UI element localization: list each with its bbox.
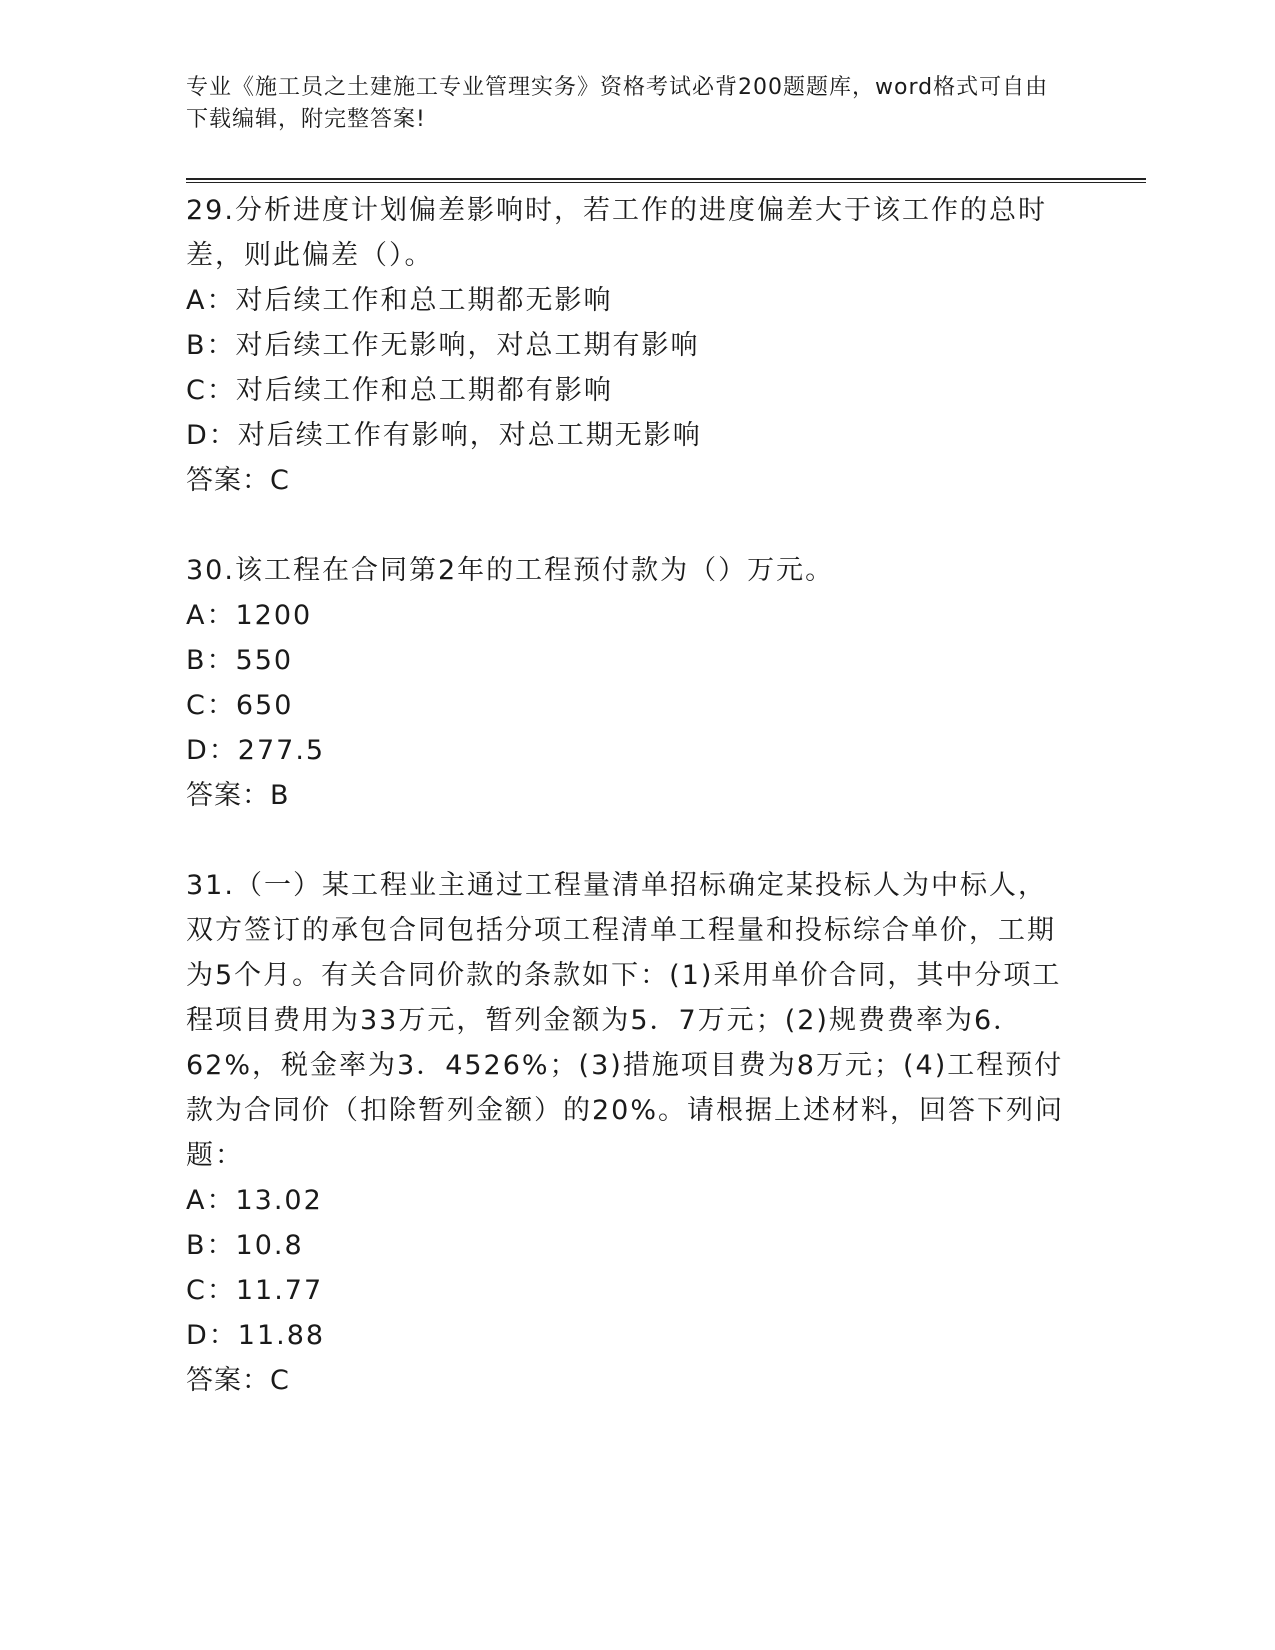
option-d: D：277.5: [186, 735, 326, 766]
question-29: [186, 188, 1066, 503]
option-a: A：对后续工作和总工期都无影响: [186, 285, 613, 316]
question-30: [186, 548, 1066, 818]
answer-line: 答案：C: [186, 1365, 290, 1396]
option-d: D：11.88: [186, 1320, 326, 1351]
option-c: C：11.77: [186, 1275, 324, 1306]
question-spacer: [186, 818, 1066, 863]
option-a: A：13.02: [186, 1185, 323, 1216]
answer-line: 答案：B: [186, 780, 290, 811]
question-stem: 30.该工程在合同第2年的工程预付款为（）万元。: [186, 555, 835, 586]
document-header: 专业《施工员之土建施工专业管理实务》资格考试必背200题题库，word格式可自由下载编辑，附完整答案!: [186, 75, 1049, 132]
header-rule-thick: [186, 178, 1146, 180]
option-a: A：1200: [186, 600, 313, 631]
question-spacer: [186, 503, 1066, 548]
option-c: C：650: [186, 690, 294, 721]
question-31: [186, 863, 1066, 1403]
question-list: [186, 188, 1066, 1403]
option-c: C：对后续工作和总工期都有影响: [186, 375, 613, 406]
option-b: B：10.8: [186, 1230, 304, 1261]
option-b: B：对后续工作无影响，对总工期有影响: [186, 330, 700, 361]
header-rule-thin: [186, 182, 1146, 183]
question-stem: 31.（一）某工程业主通过工程量清单招标确定某投标人为中标人，双方签订的承包合同包括分项工程清单工程量和投标综合单价，工期为5个月。有关合同价款的条款如下：(1)采用单价合同，其中分项工程项目费用为33万元，暂列金额为5．7万元；(2)规费费率为6．62%，税金率为3．4526%；(3)措施项目费为8万元；(4)工程预付款为合同价（扣除暂列金额）的20%。请根据上述材料，回答下列问题：: [186, 870, 1065, 1171]
option-d: D：对后续工作有影响，对总工期无影响: [186, 420, 702, 451]
question-stem: 29.分析进度计划偏差影响时，若工作的进度偏差大于该工作的总时差，则此偏差（）。: [186, 195, 1047, 271]
option-b: B：550: [186, 645, 294, 676]
answer-line: 答案：C: [186, 465, 290, 496]
